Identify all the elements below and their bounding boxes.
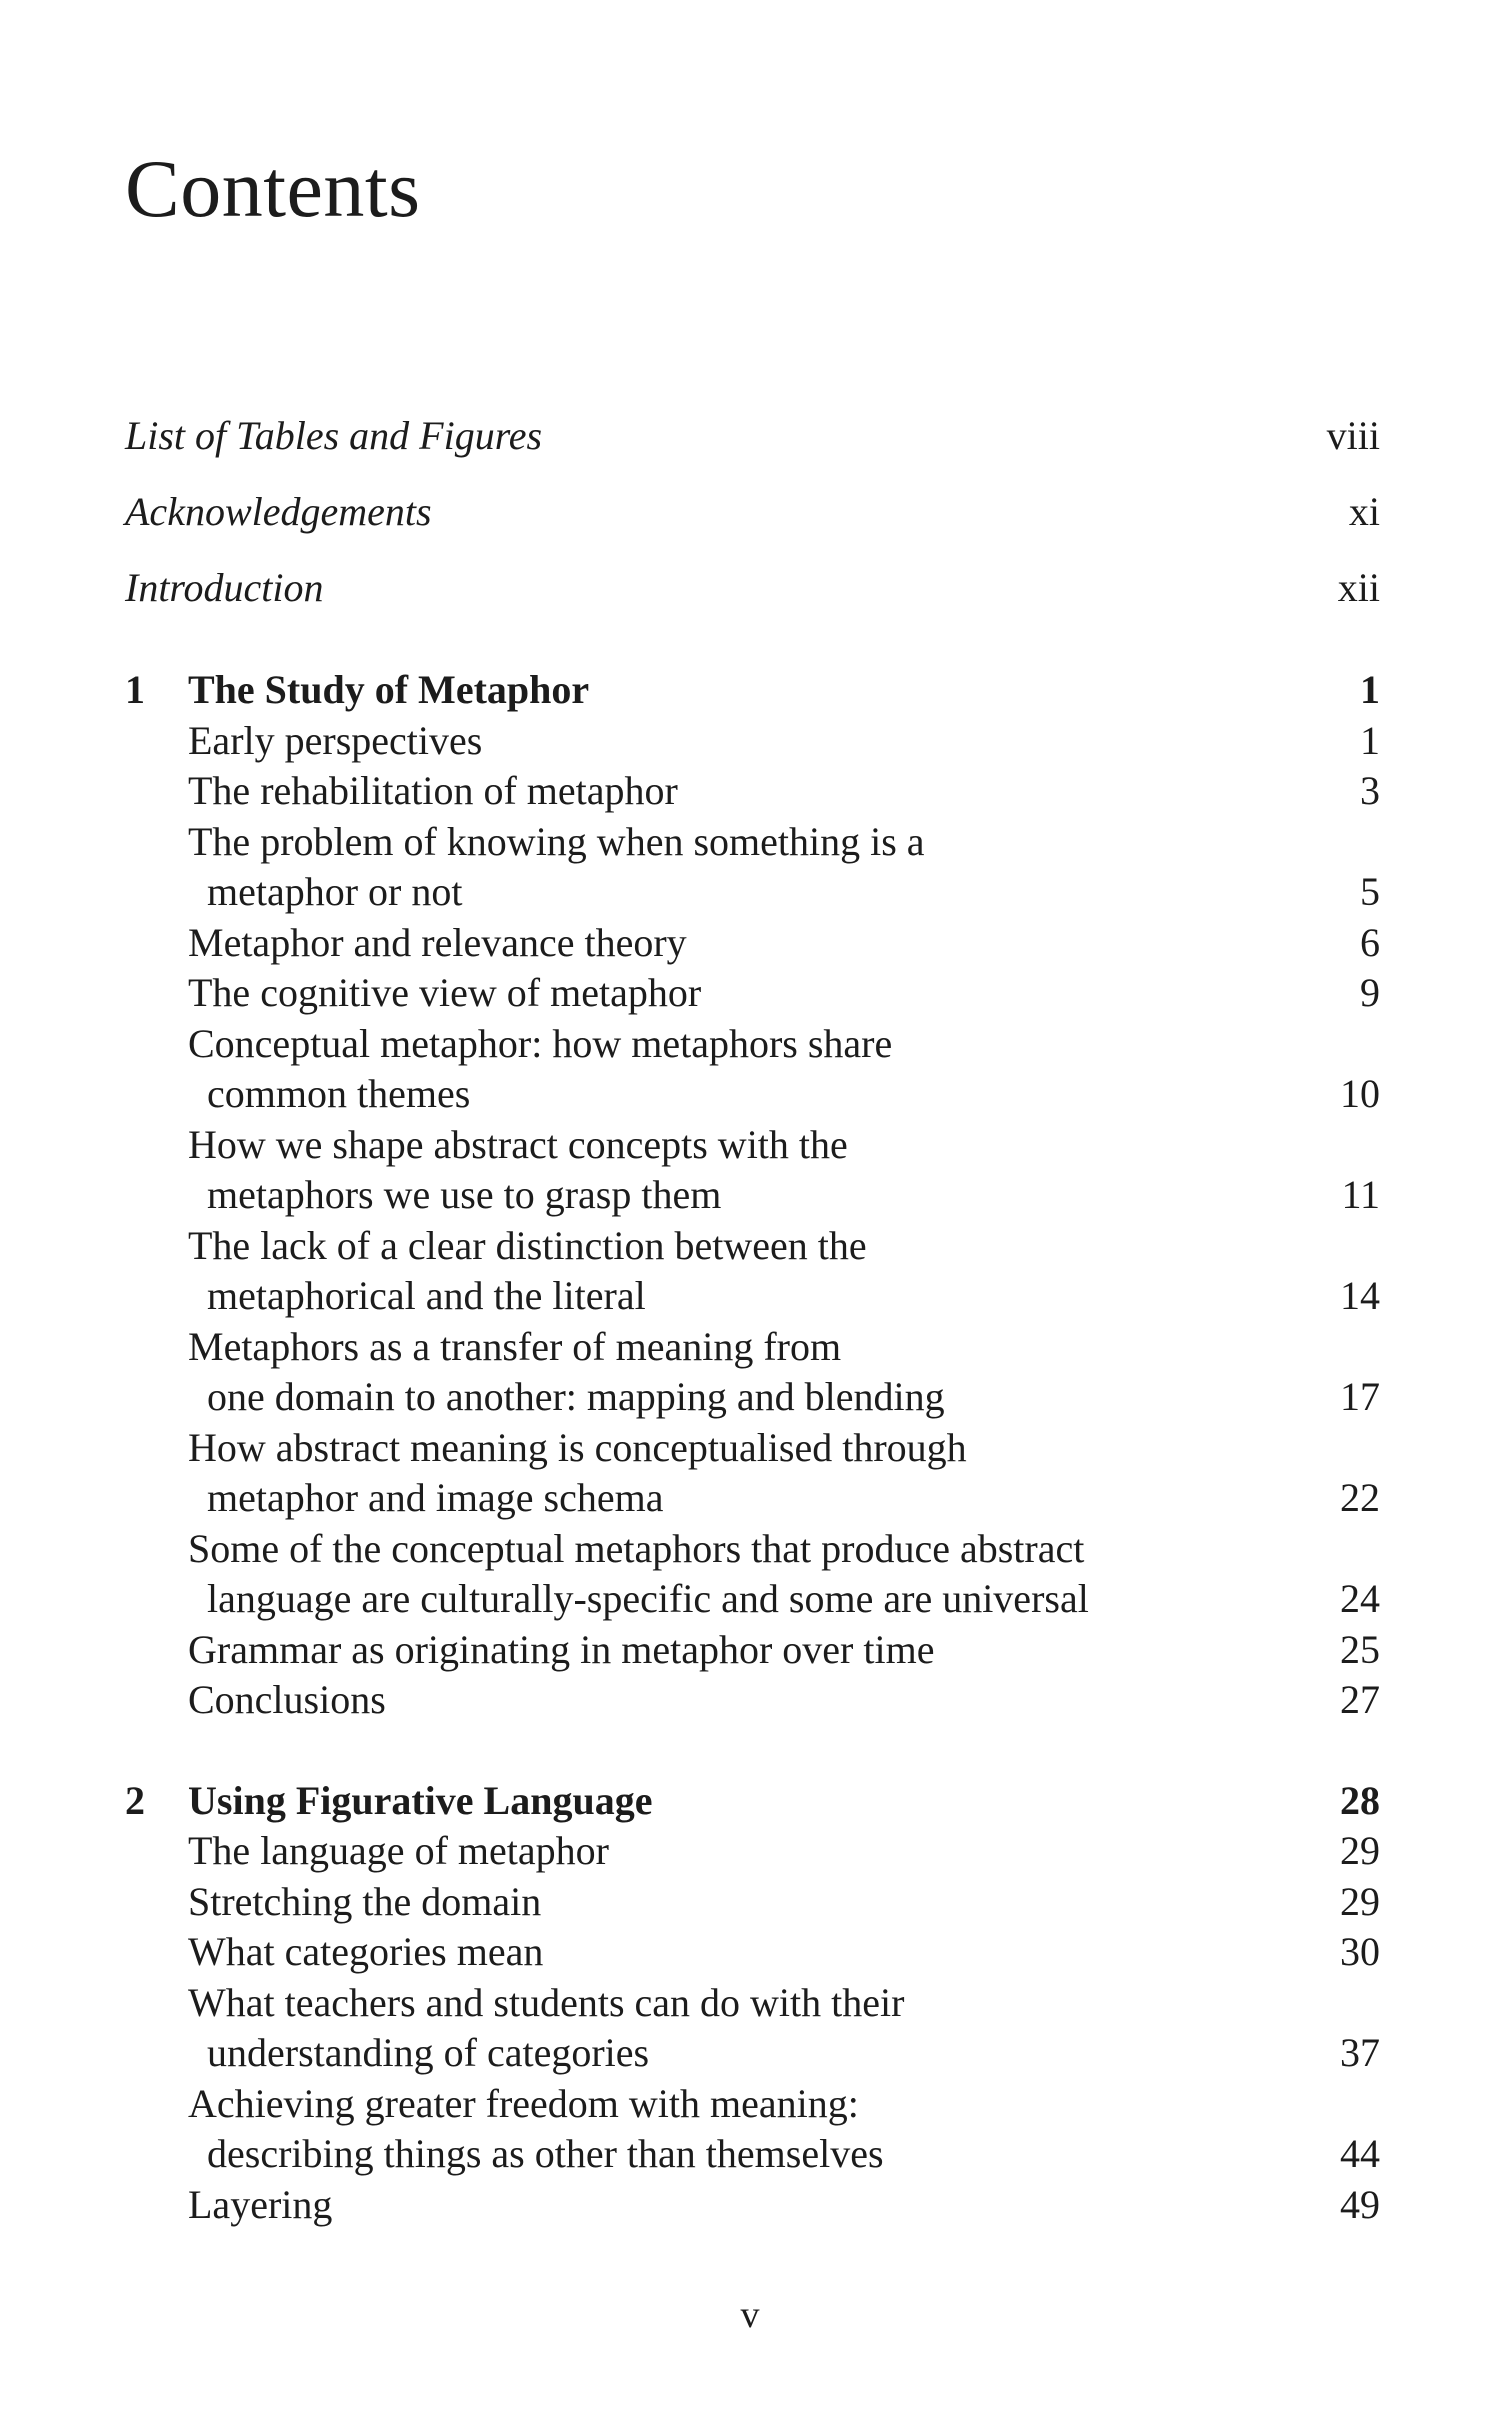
toc-section[interactable] [125, 968, 1380, 1018]
toc-section[interactable] [125, 1625, 1380, 1675]
section-title: Stretching the domain [188, 1879, 542, 1924]
page-title: Contents [125, 143, 421, 234]
section-title: The language of metaphor [188, 1828, 609, 1873]
section-title: The cognitive view of metaphor [188, 970, 702, 1015]
section-title-continued: understanding of categories [207, 2030, 650, 2075]
toc-section-continued[interactable] [125, 1473, 1380, 1523]
toc-section[interactable] [125, 1826, 1380, 1876]
section-title-continued: common themes [207, 1071, 471, 1116]
toc-section-continued[interactable] [125, 2129, 1380, 2179]
toc-section[interactable] [125, 1978, 1380, 2028]
section-page: 24 [1340, 1576, 1380, 1621]
section-title: What categories mean [188, 1929, 544, 1974]
toc-entry-page: xi [1348, 489, 1380, 534]
toc-section[interactable] [125, 1221, 1380, 1271]
section-title: Conceptual metaphor: how metaphors share [188, 1021, 893, 1066]
section-title: The rehabilitation of metaphor [188, 768, 678, 813]
toc-section[interactable] [125, 766, 1380, 816]
section-title: Achieving greater freedom with meaning: [188, 2081, 859, 2126]
toc-section-continued[interactable] [125, 1372, 1380, 1422]
section-page: 10 [1340, 1071, 1380, 1116]
section-page: 27 [1340, 1677, 1380, 1722]
section-page: 49 [1340, 2182, 1380, 2227]
toc-entry-page: viii [1326, 413, 1380, 458]
section-title-continued: language are culturally-specific and some are universal [207, 1576, 1089, 1621]
section-page: 6 [1360, 920, 1380, 965]
chapter-page: 1 [1360, 667, 1380, 712]
section-title: Early perspectives [188, 718, 483, 763]
section-page: 3 [1360, 768, 1380, 813]
section-title: How abstract meaning is conceptualised through [188, 1425, 967, 1470]
toc-entry-acknowledgements[interactable] [125, 487, 1380, 537]
section-title-continued: metaphorical and the literal [207, 1273, 646, 1318]
section-page: 5 [1360, 869, 1380, 914]
toc-section[interactable] [125, 1120, 1380, 1170]
toc-chapter-1[interactable] [125, 665, 1380, 715]
toc-entry-label: Introduction [125, 565, 324, 610]
toc-section[interactable] [125, 1019, 1380, 1069]
chapter-number: 1 [125, 667, 145, 712]
toc-section[interactable] [125, 2079, 1380, 2129]
toc-section[interactable] [125, 817, 1380, 867]
chapter-title: Using Figurative Language [188, 1778, 653, 1823]
section-title: Metaphors as a transfer of meaning from [188, 1324, 842, 1369]
section-title: Conclusions [188, 1677, 386, 1722]
toc-section[interactable] [125, 1927, 1380, 1977]
section-title: The problem of knowing when something is a [188, 819, 925, 864]
section-title-continued: metaphor or not [207, 869, 463, 914]
section-title-continued: metaphor and image schema [207, 1475, 664, 1520]
toc-section-continued[interactable] [125, 1069, 1380, 1119]
toc-section[interactable] [125, 1322, 1380, 1372]
toc-section[interactable] [125, 1524, 1380, 1574]
section-page: 30 [1340, 1929, 1380, 1974]
toc-entry-label: Acknowledgements [125, 489, 432, 534]
section-title-continued: one domain to another: mapping and blending [207, 1374, 945, 1419]
section-title: The lack of a clear distinction between the [188, 1223, 867, 1268]
toc-section-continued[interactable] [125, 1170, 1380, 1220]
toc-section-continued[interactable] [125, 867, 1380, 917]
section-page: 11 [1341, 1172, 1380, 1217]
toc-entry-list-of-tables[interactable] [125, 411, 1380, 461]
table-of-contents [125, 0, 1380, 2421]
chapter-number: 2 [125, 1778, 145, 1823]
section-title: Grammar as originating in metaphor over time [188, 1627, 935, 1672]
toc-section[interactable] [125, 2180, 1380, 2230]
page-number: v [740, 2294, 760, 2336]
section-title: Some of the conceptual metaphors that produce abstract [188, 1526, 1085, 1571]
toc-entry-introduction[interactable] [125, 563, 1380, 613]
toc-section-continued[interactable] [125, 1271, 1380, 1321]
section-page: 29 [1340, 1879, 1380, 1924]
toc-chapter-2[interactable] [125, 1776, 1380, 1826]
toc-entry-label: List of Tables and Figures [125, 413, 543, 458]
toc-section-continued[interactable] [125, 2028, 1380, 2078]
toc-entry-page: xii [1337, 565, 1380, 610]
section-page: 44 [1340, 2131, 1380, 2176]
toc-section[interactable] [125, 1877, 1380, 1927]
section-title: How we shape abstract concepts with the [188, 1122, 848, 1167]
toc-section[interactable] [125, 1423, 1380, 1473]
section-title-continued: metaphors we use to grasp them [207, 1172, 722, 1217]
section-page: 17 [1340, 1374, 1380, 1419]
section-title: Layering [188, 2182, 333, 2227]
section-page: 37 [1340, 2030, 1380, 2075]
section-page: 14 [1340, 1273, 1380, 1318]
toc-section[interactable] [125, 716, 1380, 766]
toc-section[interactable] [125, 1675, 1380, 1725]
section-title: Metaphor and relevance theory [188, 920, 687, 965]
section-page: 1 [1360, 718, 1380, 763]
section-title-continued: describing things as other than themselves [207, 2131, 884, 2176]
chapter-title: The Study of Metaphor [188, 667, 590, 712]
toc-section[interactable] [125, 918, 1380, 968]
section-page: 29 [1340, 1828, 1380, 1873]
toc-section-continued[interactable] [125, 1574, 1380, 1624]
section-page: 9 [1360, 970, 1380, 1015]
section-page: 22 [1340, 1475, 1380, 1520]
section-title: What teachers and students can do with their [188, 1980, 905, 2025]
chapter-page: 28 [1340, 1778, 1380, 1823]
section-page: 25 [1340, 1627, 1380, 1672]
